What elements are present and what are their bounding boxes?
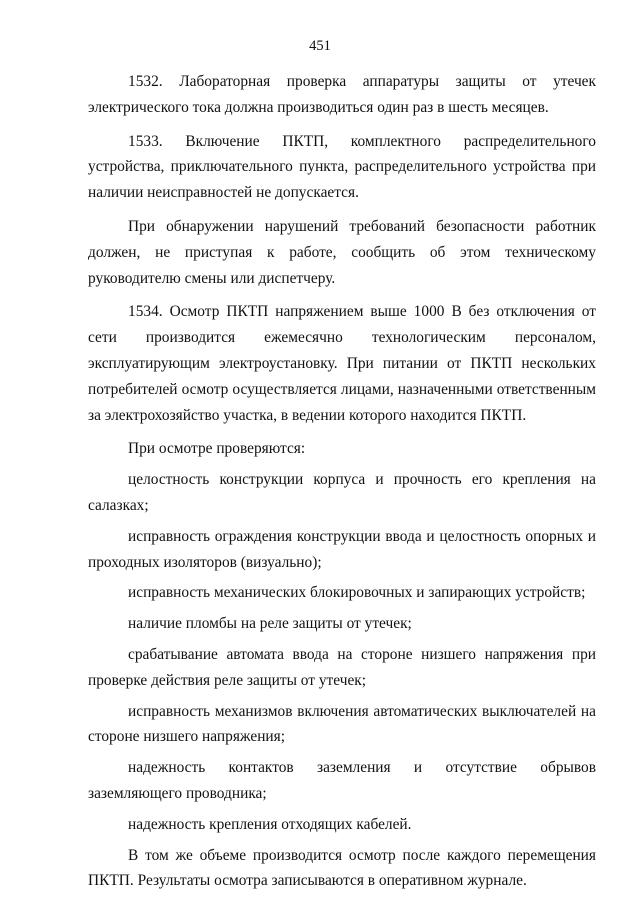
paragraph-1533: 1533. Включение ПКТП, комплектного распределительного устройства, приключательного пункта, распределительного устройства при наличии неисправностей не допускается. bbox=[88, 132, 596, 202]
inspection-item: исправность механизмов включения автоматических выключателей на стороне низшего напряжения; bbox=[88, 702, 596, 746]
inspection-item: исправность механических блокировочных и запирающих устройств; bbox=[128, 584, 586, 602]
inspection-item: исправность ограждения конструкции ввода и целостность опорных и проходных изоляторов (визуально); bbox=[88, 527, 596, 571]
inspection-item: целостность конструкции корпуса и прочность его крепления на салазках; bbox=[88, 471, 596, 514]
paragraph-after-relocation: В том же объеме производится осмотр после каждого перемещения ПКТП. Результаты осмотра записываются в оперативном журнале. bbox=[88, 846, 596, 890]
inspection-item: наличие пломбы на реле защиты от утечек; bbox=[128, 615, 412, 633]
paragraph-violation-report: При обнаружении нарушений требований безопасности работник должен, не приступая к работе, сообщить об этом техническому руководителю смены или диспетчеру. bbox=[88, 217, 596, 287]
inspection-item: срабатывание автомата ввода на стороне низшего напряжения при проверке действия реле защиты от утечек; bbox=[88, 645, 596, 689]
document-body bbox=[88, 69, 596, 902]
inspection-intro: При осмотре проверяются: bbox=[128, 440, 306, 458]
inspection-item: надежность крепления отходящих кабелей. bbox=[128, 815, 412, 833]
paragraph-1534: 1534. Осмотр ПКТП напряжением выше 1000 В без отключения от сети производится ежемесячно технологическим персоналом, эксплуатирующим электроустановку. При питании от ПКТП нескольких потребителей осмотр осуществляется лицами, назначенными ответственным за электрохозяйство участка, в ведении которого находится ПКТП. bbox=[88, 303, 596, 424]
page-number: 451 bbox=[309, 38, 331, 54]
inspection-item: надежность контактов заземления и отсутствие обрывов заземляющего проводника; bbox=[88, 759, 596, 802]
paragraph-1532: 1532. Лабораторная проверка аппаратуры защиты от утечек электрического тока должна производиться один раз в шесть месяцев. bbox=[88, 73, 596, 116]
